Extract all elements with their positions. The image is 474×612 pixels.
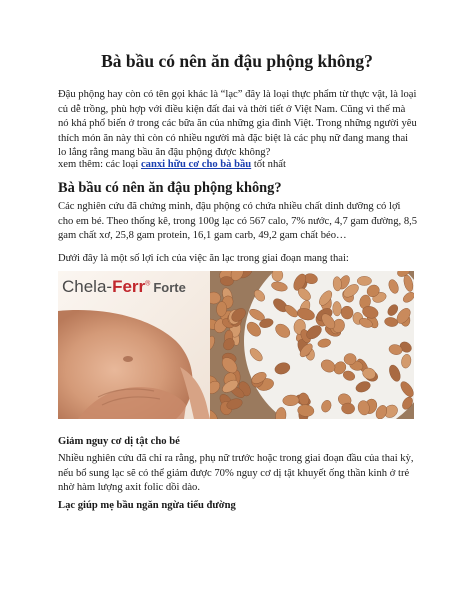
peanut-illustration xyxy=(210,271,414,419)
see-also-suffix: tốt nhất xyxy=(251,159,286,170)
peanut xyxy=(344,353,357,365)
article-image xyxy=(58,271,414,419)
peanut-bowl-photo xyxy=(210,271,414,419)
see-also-prefix: xem thêm: các loại xyxy=(58,159,141,170)
brand-prefix: Chela- xyxy=(62,277,113,296)
see-also-line xyxy=(58,158,418,173)
section-heading: Bà bầu có nên ăn đậu phộng không? xyxy=(58,180,282,196)
brand-logo: Chela-Ferr® Forte xyxy=(62,277,186,296)
benefit-heading-2: Lạc giúp mẹ bầu ngăn ngừa tiểu đường xyxy=(58,500,236,511)
page-title: Bà bầu có nên ăn đậu phộng không? xyxy=(101,51,373,71)
calcium-link[interactable]: canxi hữu cơ cho bà bầu xyxy=(140,159,252,170)
benefit-heading-1: Giảm nguy cơ dị tật cho bé xyxy=(58,436,180,447)
peanut xyxy=(357,276,371,285)
brand-accent: Ferr xyxy=(112,277,146,296)
benefit-paragraph-1: Nhiều nghiên cứu đã chỉ ra rằng, phụ nữ trước hoặc trong giai đoạn đầu của thai kỳ, nếu bổ sung lạc sẽ có thể giảm được 70% nguy cơ dị tật khuyết ống thần kinh ở trẻ nhờ hàm lượng axit folic dồi dào. xyxy=(58,453,414,494)
intro-paragraph: Đậu phộng hay còn có tên gọi khác là “lạc” đây là loại thực phẩm từ thực vật, là loại củ dễ trồng, phù hợp với điều kiện đất đai và thời tiết ở Việt Nam. Cũng vì thế mà nó khá phổ biến ở trong các bữa ăn của những gia đình Việt. Trong những người yêu thích món ăn này thì còn có nhiều người mà đặc biệt là các phụ nữ đang mang thai lo lắng rằng mang bầu ăn đậu phộng được không? xyxy=(58,89,417,159)
benefits-lead: Dưới đây là một số lợi ích của việc ăn lạc trong giai đoạn mang thai: xyxy=(58,253,349,264)
nutrition-paragraph: Các nghiên cứu đã chứng minh, đậu phộng có chứa nhiều chất dinh dưỡng có lợi cho em bé. Theo thống kê, trong 100g lạc có 567 calo, 7% nước, 4,7 gam đường, 8,5 gam chất xơ, 25,8 gam protein, 16,1 gam carb, 49,2 gam chất béo… xyxy=(58,201,418,242)
pregnant-belly-photo xyxy=(58,271,210,419)
brand-suffix: Forte xyxy=(153,280,186,295)
